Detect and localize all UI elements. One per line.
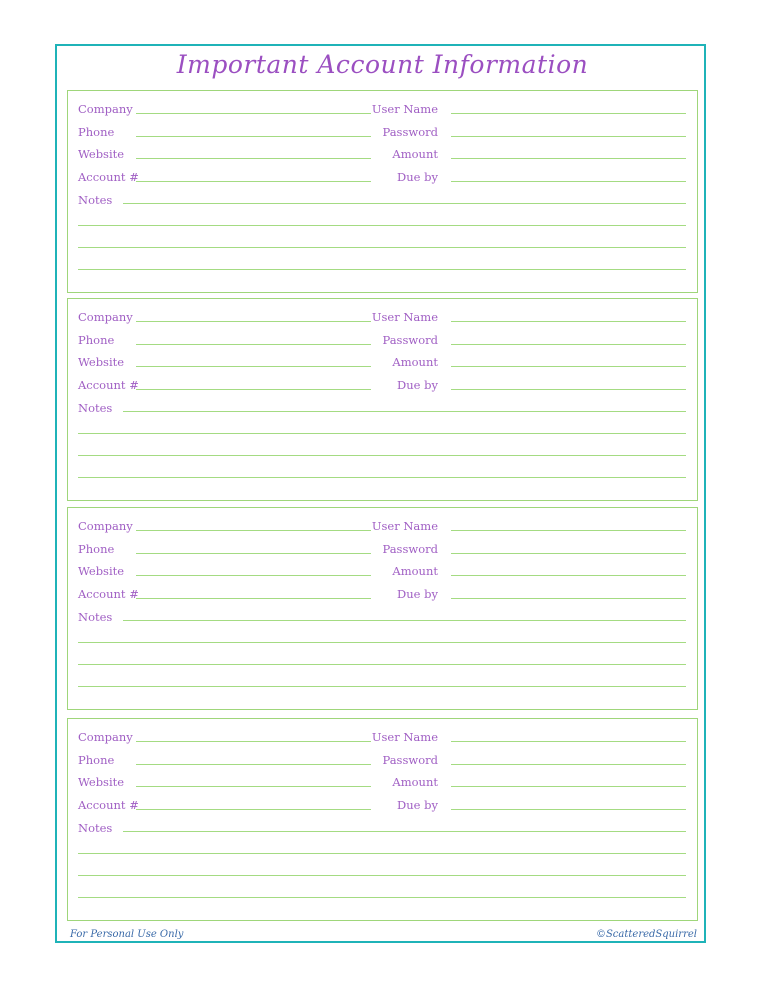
username-field-line[interactable]: [451, 113, 686, 114]
notes-label: Notes: [78, 821, 113, 835]
amount-label: Amount: [392, 147, 438, 161]
username-field-line[interactable]: [451, 321, 686, 322]
notes-extra-line[interactable]: [78, 853, 686, 854]
username-label: User Name: [371, 102, 438, 116]
notes-extra-line[interactable]: [78, 455, 686, 456]
phone-label: Phone: [78, 125, 115, 139]
due-field-line[interactable]: [451, 389, 686, 390]
due-label: Due by: [397, 170, 438, 184]
notes-field-line[interactable]: [123, 203, 686, 204]
due-field-line[interactable]: [451, 809, 686, 810]
account-label: Account #: [78, 798, 139, 812]
notes-extra-line[interactable]: [78, 225, 686, 226]
notes-label: Notes: [78, 401, 113, 415]
company-label: Company: [78, 310, 133, 324]
company-label: Company: [78, 730, 133, 744]
due-label: Due by: [397, 798, 438, 812]
phone-label: Phone: [78, 333, 115, 347]
footer-personal-use: For Personal Use Only: [70, 929, 184, 940]
password-field-line[interactable]: [451, 136, 686, 137]
notes-extra-line[interactable]: [78, 875, 686, 876]
password-field-line[interactable]: [451, 764, 686, 765]
notes-label: Notes: [78, 193, 113, 207]
website-label: Website: [78, 564, 125, 578]
password-field-line[interactable]: [451, 344, 686, 345]
account-card: [67, 298, 698, 501]
notes-field-line[interactable]: [123, 831, 686, 832]
password-label: Password: [382, 753, 438, 767]
amount-field-line[interactable]: [451, 158, 686, 159]
notes-extra-line[interactable]: [78, 664, 686, 665]
phone-label: Phone: [78, 542, 115, 556]
username-label: User Name: [371, 730, 438, 744]
account-card: [67, 507, 698, 710]
password-label: Password: [382, 333, 438, 347]
due-label: Due by: [397, 378, 438, 392]
password-label: Password: [382, 125, 438, 139]
footer-copyright: ©ScatteredSquirrel: [595, 929, 697, 940]
account-label: Account #: [78, 170, 139, 184]
notes-extra-line[interactable]: [78, 642, 686, 643]
due-field-line[interactable]: [451, 181, 686, 182]
company-label: Company: [78, 519, 133, 533]
amount-field-line[interactable]: [451, 786, 686, 787]
amount-field-line[interactable]: [451, 366, 686, 367]
username-field-line[interactable]: [451, 530, 686, 531]
account-label: Account #: [78, 378, 139, 392]
notes-field-line[interactable]: [123, 620, 686, 621]
amount-label: Amount: [392, 355, 438, 369]
notes-extra-line[interactable]: [78, 247, 686, 248]
amount-field-line[interactable]: [451, 575, 686, 576]
due-field-line[interactable]: [451, 598, 686, 599]
password-label: Password: [382, 542, 438, 556]
notes-label: Notes: [78, 610, 113, 624]
phone-label: Phone: [78, 753, 115, 767]
account-card: [67, 718, 698, 921]
account-card: [67, 90, 698, 293]
notes-extra-line[interactable]: [78, 897, 686, 898]
notes-extra-line[interactable]: [78, 686, 686, 687]
due-label: Due by: [397, 587, 438, 601]
notes-extra-line[interactable]: [78, 433, 686, 434]
company-label: Company: [78, 102, 133, 116]
password-field-line[interactable]: [451, 553, 686, 554]
website-label: Website: [78, 147, 125, 161]
website-label: Website: [78, 775, 125, 789]
username-label: User Name: [371, 310, 438, 324]
amount-label: Amount: [392, 564, 438, 578]
page-title: Important Account Information: [176, 50, 589, 79]
notes-extra-line[interactable]: [78, 477, 686, 478]
notes-extra-line[interactable]: [78, 269, 686, 270]
username-label: User Name: [371, 519, 438, 533]
account-label: Account #: [78, 587, 139, 601]
username-field-line[interactable]: [451, 741, 686, 742]
notes-field-line[interactable]: [123, 411, 686, 412]
website-label: Website: [78, 355, 125, 369]
amount-label: Amount: [392, 775, 438, 789]
